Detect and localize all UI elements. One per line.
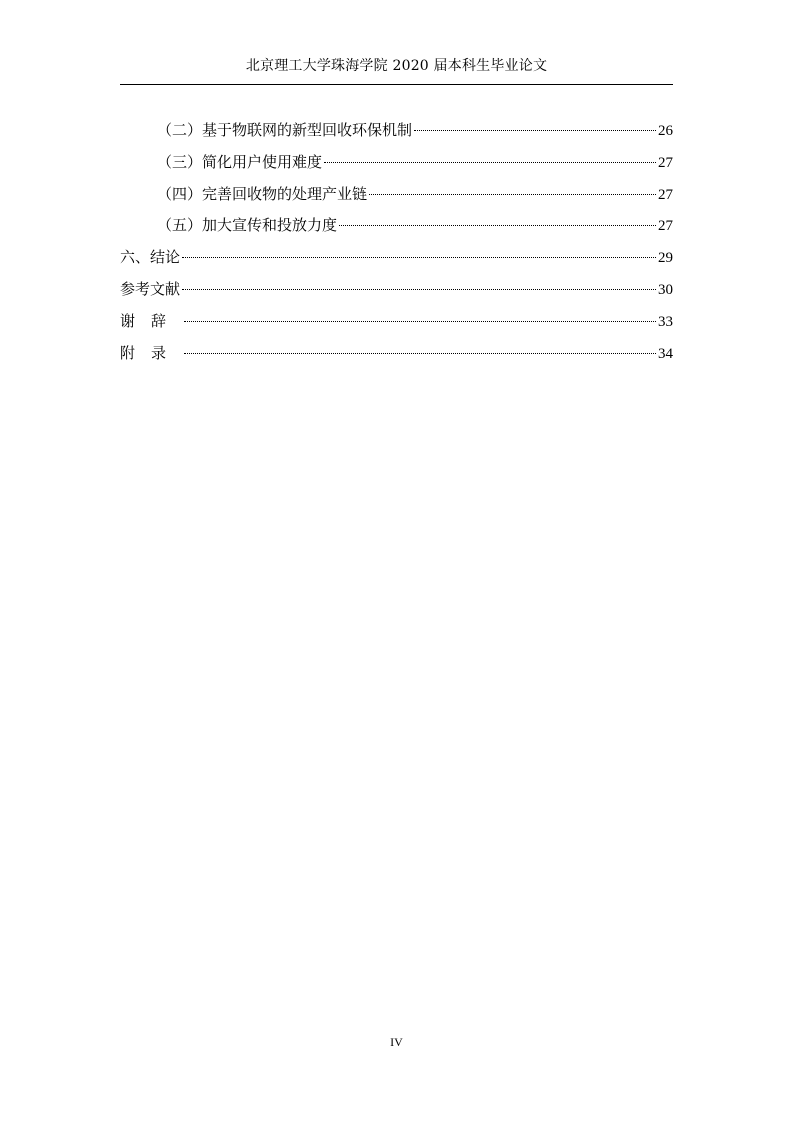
toc-entry-promotion[interactable] bbox=[120, 211, 673, 243]
table-of-contents bbox=[120, 116, 673, 370]
toc-entry-appendix[interactable] bbox=[120, 339, 673, 371]
toc-entry-label: 附录 bbox=[120, 343, 183, 362]
toc-dot-leader bbox=[182, 289, 656, 290]
toc-entry-label: 谢辞 bbox=[120, 311, 183, 330]
toc-entry-page: 27 bbox=[658, 186, 673, 203]
toc-entry-processing-chain[interactable] bbox=[120, 180, 673, 212]
toc-dot-leader bbox=[414, 130, 656, 131]
toc-entry-page: 33 bbox=[658, 313, 673, 330]
toc-entry-label: （三）简化用户使用难度 bbox=[157, 152, 323, 171]
page-header: 北京理工大学珠海学院 2020 届本科生毕业论文 bbox=[245, 58, 548, 74]
toc-entry-label: （四）完善回收物的处理产业链 bbox=[157, 184, 368, 203]
toc-entry-label: （二）基于物联网的新型回收环保机制 bbox=[157, 121, 413, 139]
toc-dot-leader bbox=[182, 257, 656, 258]
toc-entry-acknowledgements[interactable] bbox=[120, 307, 673, 339]
toc-entry-label: 六、结论 bbox=[120, 248, 181, 267]
toc-dot-leader bbox=[184, 353, 656, 354]
toc-entry-references[interactable] bbox=[120, 275, 673, 307]
toc-entry-page: 27 bbox=[658, 218, 673, 235]
toc-dot-leader bbox=[369, 194, 656, 195]
toc-entry-page: 29 bbox=[658, 250, 673, 267]
toc-entry-simplify-usage[interactable] bbox=[120, 148, 673, 180]
toc-entry-page: 27 bbox=[658, 154, 673, 171]
toc-dot-leader bbox=[184, 321, 656, 322]
toc-entry-conclusion[interactable] bbox=[120, 243, 673, 275]
toc-dot-leader bbox=[339, 225, 656, 226]
toc-entry-page: 30 bbox=[658, 281, 673, 298]
toc-entry-label: （五）加大宣传和投放力度 bbox=[157, 216, 338, 235]
toc-entry-page: 34 bbox=[658, 345, 673, 362]
header-rule bbox=[120, 84, 673, 85]
toc-entry-page: 26 bbox=[658, 123, 673, 139]
page-number: IV bbox=[390, 1035, 403, 1049]
toc-entry-label: 参考文献 bbox=[120, 279, 181, 298]
toc-entry-iot-recycling-mechanism[interactable] bbox=[120, 116, 673, 148]
toc-dot-leader bbox=[324, 162, 656, 163]
